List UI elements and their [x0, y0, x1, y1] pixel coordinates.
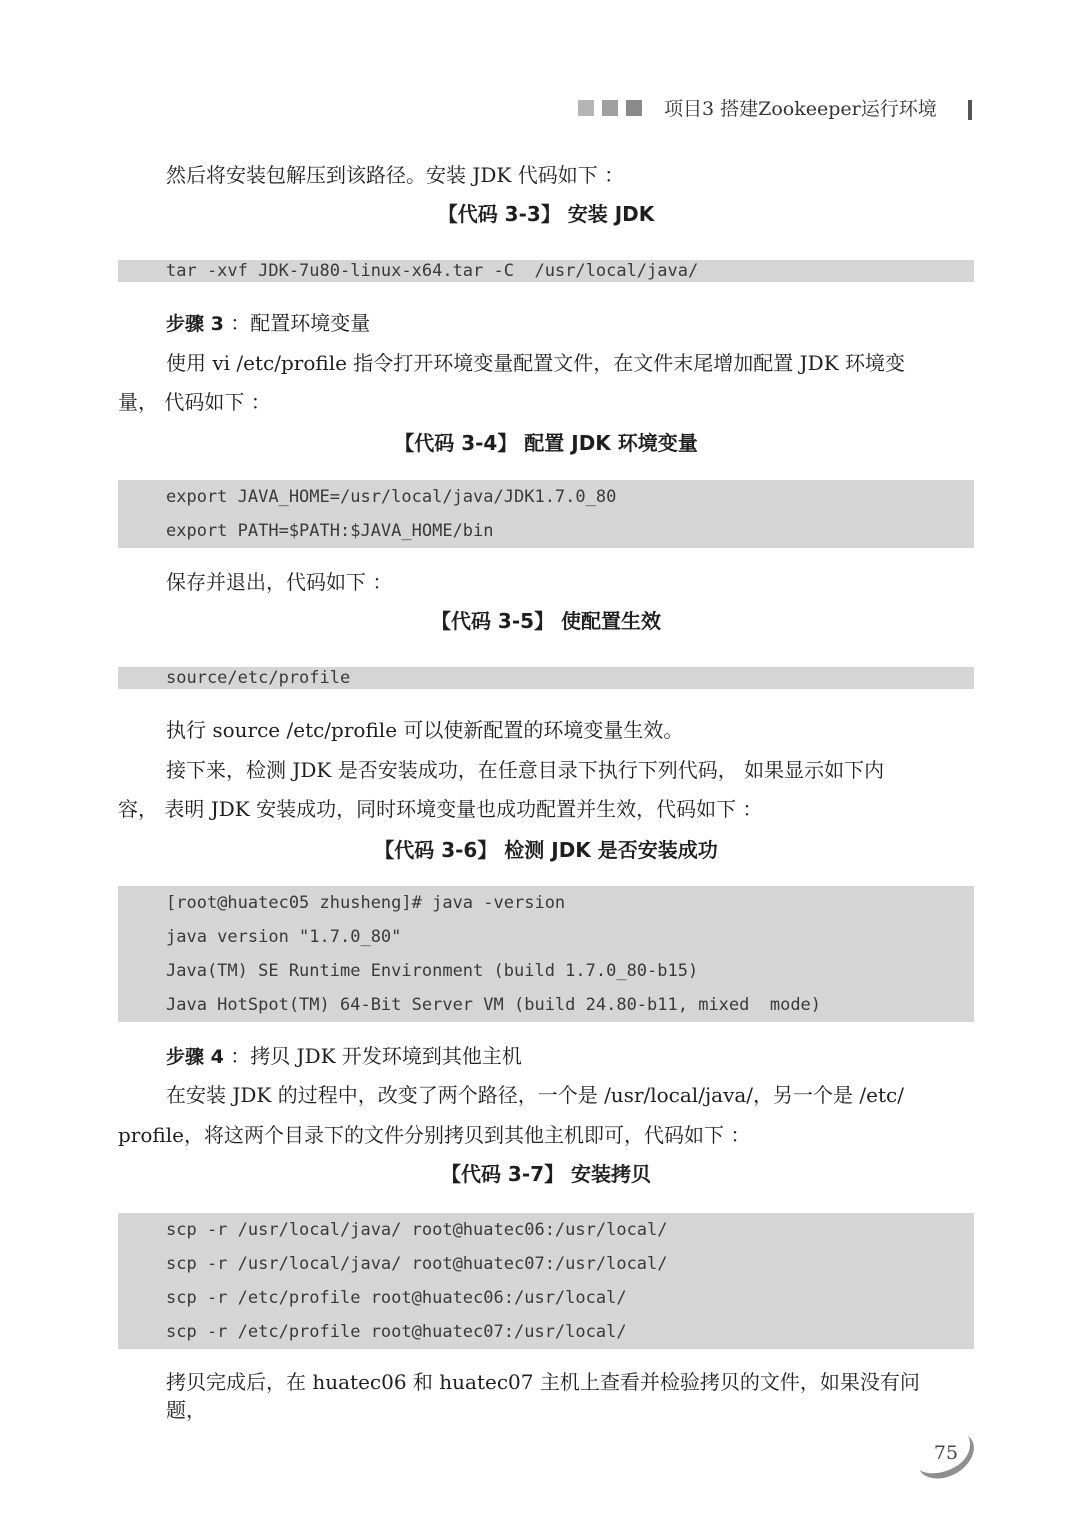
code-block [118, 667, 974, 689]
code-line: tar -xvf JDK-7u80-linux-x64.tar -C /usr/local/java/ [166, 261, 699, 281]
paragraph-line: 在安装 JDK 的过程中，改变了两个路径，一个是 /usr/local/java/，另一个是 /etc/ [166, 1083, 904, 1107]
code-caption: 【代码 3-4】 配置 JDK 环境变量 [394, 431, 698, 455]
paragraph: 然后将安装包解压到该路径。安装 JDK 代码如下 ： [166, 163, 625, 187]
paragraph-line: profile，将这两个目录下的文件分别拷贝到其他主机即可，代码如下 ： [118, 1123, 751, 1147]
header-decoration-square [626, 100, 642, 116]
code-line: Java(TM) SE Runtime Environment (build 1.7.0_80-b15) [166, 961, 699, 981]
code-line: [root@huatec05 zhusheng]# java -version [166, 893, 566, 913]
paragraph: 保存并退出，代码如下 ： [166, 570, 393, 594]
paragraph-line: 拷贝完成后，在 huatec06 和 huatec07 主机上查看并检验拷贝的文件，如果没有问 [166, 1370, 920, 1394]
code-caption: 【代码 3-7】 安装拷贝 [440, 1162, 652, 1186]
code-caption: 【代码 3-5】 使配置生效 [430, 609, 662, 633]
code-line: scp -r /etc/profile root@huatec06:/usr/local/ [166, 1288, 627, 1308]
code-line: Java HotSpot(TM) 64-Bit Server VM (build 24.80-b11, mixed mode) [166, 995, 822, 1015]
paragraph-line: 容， 表明 JDK 安装成功，同时环境变量也成功配置并生效，代码如下 ： [118, 797, 763, 821]
header-decoration-square [578, 100, 594, 116]
code-line: export PATH=$PATH:$JAVA_HOME/bin [166, 521, 494, 541]
step-text: ：拷贝 JDK 开发环境到其他主机 [223, 1044, 522, 1068]
page-number-text: 75 [933, 1442, 959, 1464]
code-line: scp -r /usr/local/java/ root@huatec06:/usr/local/ [166, 1220, 668, 1240]
code-line: scp -r /etc/profile root@huatec07:/usr/local/ [166, 1322, 627, 1342]
step-label: 步骤 4 [166, 1046, 224, 1068]
paragraph-line: 接下来，检测 JDK 是否安装成功，在任意目录下执行下列代码， 如果显示如下内 [166, 758, 885, 782]
page-number [918, 1432, 978, 1482]
running-header [578, 96, 978, 126]
step-text: ：配置环境变量 [223, 311, 371, 335]
paragraph-line: 题， [166, 1398, 206, 1422]
paragraph-line: 使用 vi /etc/profile 指令打开环境变量配置文件，在文件末尾增加配置 JDK 环境变 [166, 351, 906, 375]
code-caption: 【代码 3-6】 检测 JDK 是否安装成功 [374, 838, 718, 862]
paragraph-line: 量， 代码如下 ： [118, 390, 271, 414]
code-caption: 【代码 3-3】 安装 JDK [437, 202, 655, 226]
step-heading [166, 1042, 522, 1071]
header-divider-bar [968, 100, 972, 120]
step-label: 步骤 3 [166, 313, 224, 335]
step-heading [166, 309, 370, 338]
code-block [118, 480, 974, 548]
code-line: java version "1.7.0_80" [166, 927, 402, 947]
code-line: export JAVA_HOME=/usr/local/java/JDK1.7.0_80 [166, 487, 617, 507]
code-line: scp -r /usr/local/java/ root@huatec07:/usr/local/ [166, 1254, 668, 1274]
code-line: source/etc/profile [166, 668, 351, 688]
code-block [118, 260, 974, 282]
code-block [118, 1213, 974, 1349]
header-title: 项目3 搭建Zookeeper运行环境 [664, 98, 937, 120]
header-decoration-square [602, 100, 618, 116]
paragraph: 执行 source /etc/profile 可以使新配置的环境变量生效。 [166, 718, 684, 742]
code-block [118, 886, 974, 1022]
